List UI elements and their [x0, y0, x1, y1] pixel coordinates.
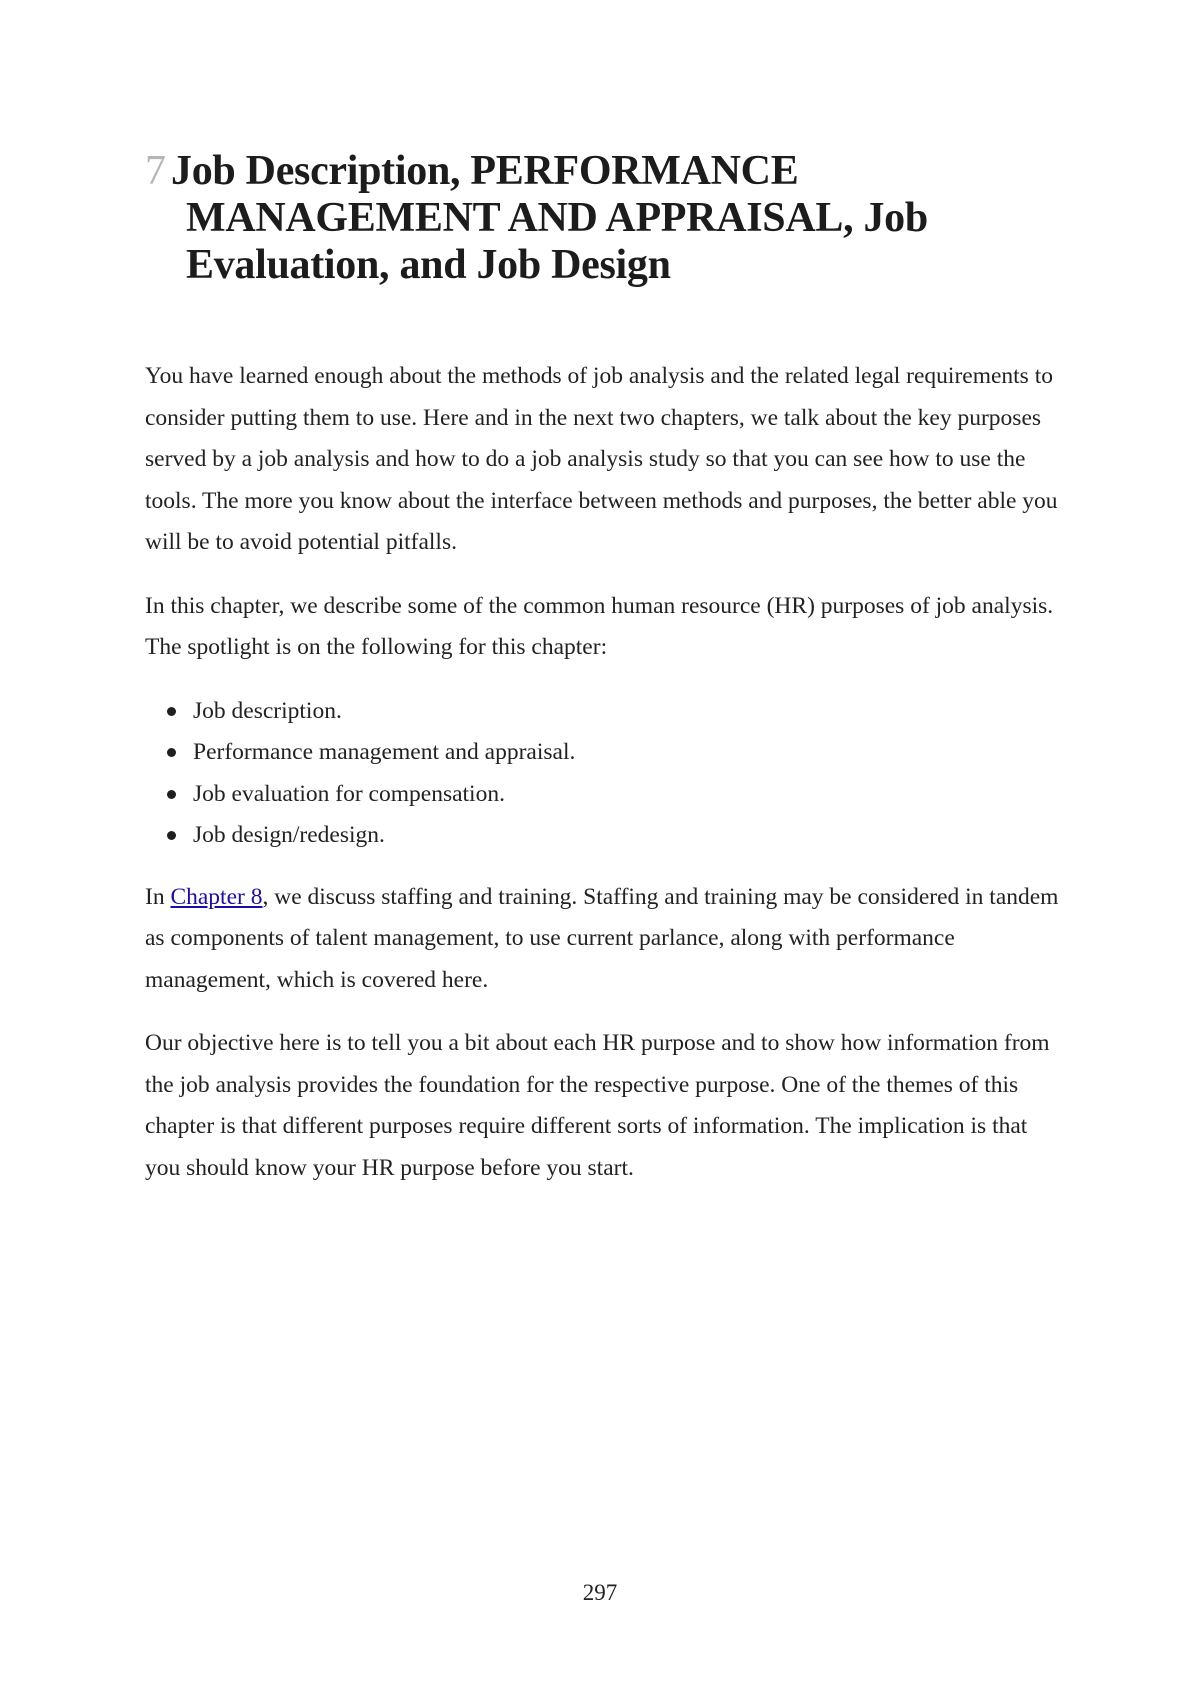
list-item-text: Performance management and appraisal. [193, 739, 576, 765]
paragraph-text-end: , we discuss staffing and training. Staffing and training may be considered in tandem as components of talent management, to use current parlance, along with performance management, which is covered here. [145, 883, 1059, 993]
objective-paragraph: Our objective here is to tell you a bit about each HR purpose and to show how information from the job analysis provides the foundation for the respective purpose. One of the themes of this chapter is that different purposes require different sorts of information. The implication is that you should know your HR purpose before you start. [145, 1030, 1050, 1181]
purpose-list [145, 691, 1065, 857]
chapter-8-paragraph [145, 877, 1065, 1002]
list-item-text: Job description. [193, 697, 342, 724]
bullet-icon [167, 707, 176, 716]
list-item-text: Job evaluation for compensation. [193, 780, 505, 807]
spotlight-paragraph: In this chapter, we describe some of the common human resource (HR) purposes of job analysis. The spotlight is on the following for this chapter: [145, 592, 1054, 660]
list-item [167, 691, 1065, 733]
body-text [145, 356, 1065, 1211]
paragraph-text-start: In [145, 883, 171, 910]
bullet-icon [167, 831, 176, 840]
chapter-number: 7 [145, 148, 166, 194]
bullet-icon [167, 790, 176, 799]
page-number: 297 [582, 1580, 618, 1605]
list-item [167, 732, 1065, 774]
list-item-text: Job design/redesign. [193, 822, 385, 848]
list-item [167, 815, 1065, 857]
intro-paragraph: You have learned enough about the methods of job analysis and the related legal requirements to consider putting them to use. Here and in the next two chapters, we talk about the key purposes served by a job analysis and how to do a job analysis study so that you can see how to use the tools. The more you know about the interface between methods and purposes, the better able you will be to avoid potential pitfalls. [145, 363, 1058, 555]
bullet-icon [167, 748, 176, 757]
chapter-title-text: Job Description, PERFORMANCE MANAGEMENT AND APPRAISAL, Job Evaluation, and Job Design [171, 148, 928, 288]
chapter-title [145, 148, 1086, 289]
chapter-8-link[interactable]: Chapter 8 [170, 883, 263, 910]
list-item [167, 774, 1065, 816]
